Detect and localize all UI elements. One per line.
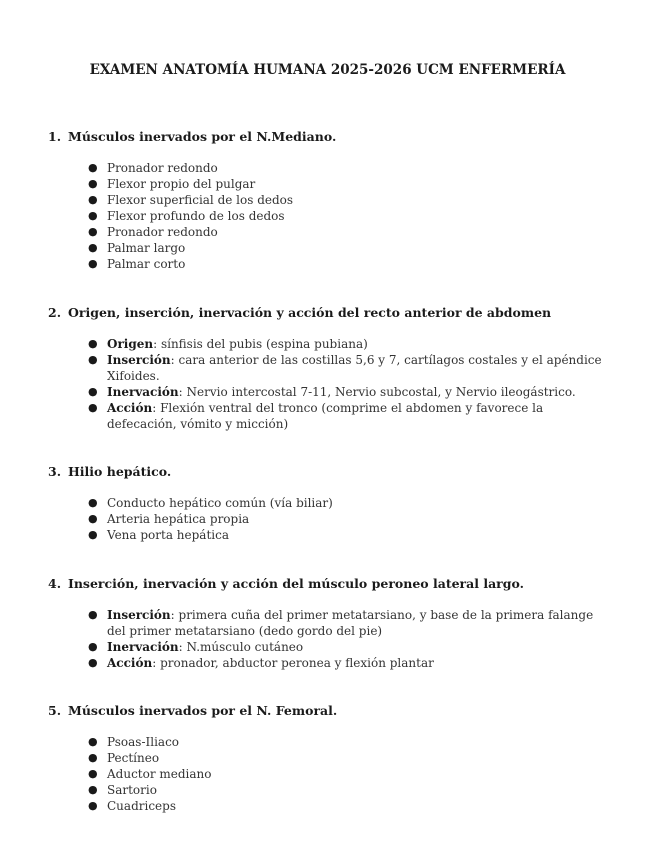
list-item: ● Palmar largo <box>88 241 186 255</box>
list-item: ● Palmar corto <box>88 257 186 271</box>
question-1 <box>0 129 655 272</box>
answer-list <box>0 160 655 272</box>
bullet-icon: ● <box>88 608 98 621</box>
answer-list <box>0 336 655 432</box>
question-text: Origen, inserción, inervación y acción del recto anterior de abdomen <box>68 305 552 320</box>
answer-list <box>0 495 655 543</box>
question-heading <box>0 576 655 592</box>
question-heading <box>0 464 655 480</box>
term-label: Acción <box>107 401 153 415</box>
bullet-icon: ● <box>88 241 98 254</box>
question-number: 1. <box>48 129 62 144</box>
bullet-icon: ● <box>88 799 98 812</box>
question-heading <box>0 129 655 145</box>
bullet-icon: ● <box>88 353 98 366</box>
term-label: Inervación <box>107 385 179 399</box>
bullet-icon: ● <box>88 401 98 414</box>
bullet-icon: ● <box>88 257 98 270</box>
list-item: ● Flexor propio del pulgar <box>88 177 256 191</box>
list-item: ● Acción: pronador, abductor peronea y flexión plantar <box>88 656 434 670</box>
question-heading <box>0 703 655 719</box>
list-item: ● Pronador redondo <box>88 225 218 239</box>
list-item: ● Inserción: primera cuña del primer metatarsiano, y base de la primera falange del primer metatarsiano (dedo gordo del pie) <box>88 608 594 638</box>
list-item: ● Inervación: Nervio intercostal 7-11, Nervio subcostal, y Nervio ileogástrico. <box>88 385 576 399</box>
list-item: ● Origen: sínfisis del pubis (espina pubiana) <box>88 337 368 351</box>
bullet-icon: ● <box>88 385 98 398</box>
term-label: Acción <box>107 656 153 670</box>
term-label: Inervación <box>107 640 179 654</box>
term-label: Inserción <box>107 608 171 622</box>
list-item: ● Inervación: N.músculo cutáneo <box>88 640 304 654</box>
document-title: EXAMEN ANATOMÍA HUMANA 2025-2026 UCM ENFERMERÍA <box>89 62 566 78</box>
list-item: ● Sartorio <box>88 783 157 797</box>
bullet-icon: ● <box>88 337 98 350</box>
bullet-icon: ● <box>88 225 98 238</box>
bullet-icon: ● <box>88 528 98 541</box>
question-text: Hilio hepático. <box>68 464 172 479</box>
bullet-icon: ● <box>88 783 98 796</box>
bullet-icon: ● <box>88 751 98 764</box>
question-text: Músculos inervados por el N. Femoral. <box>68 703 338 718</box>
question-text: Músculos inervados por el N.Mediano. <box>68 129 337 144</box>
bullet-icon: ● <box>88 767 98 780</box>
question-4 <box>0 576 655 671</box>
term-label: Inserción <box>107 353 171 367</box>
question-2 <box>0 305 655 432</box>
question-3 <box>0 464 655 543</box>
bullet-icon: ● <box>88 161 98 174</box>
bullet-icon: ● <box>88 735 98 748</box>
bullet-icon: ● <box>88 193 98 206</box>
question-number: 3. <box>48 464 62 479</box>
list-item: ● Conducto hepático común (vía biliar) <box>88 496 333 510</box>
bullet-icon: ● <box>88 209 98 222</box>
bullet-icon: ● <box>88 656 98 669</box>
question-text: Inserción, inervación y acción del músculo peroneo lateral largo. <box>68 576 524 591</box>
answer-list <box>0 607 655 671</box>
list-item: ● Flexor profundo de los dedos <box>88 209 285 223</box>
answer-list <box>0 734 655 814</box>
bullet-icon: ● <box>88 512 98 525</box>
list-item: ● Pronador redondo <box>88 161 218 175</box>
list-item: ● Vena porta hepática <box>88 528 229 542</box>
question-heading <box>0 305 655 321</box>
bullet-icon: ● <box>88 496 98 509</box>
list-item: ● Psoas-Iliaco <box>88 735 180 749</box>
question-5 <box>0 703 655 814</box>
list-item: ● Aductor mediano <box>88 767 212 781</box>
list-item: ● Cuadriceps <box>88 799 176 813</box>
bullet-icon: ● <box>88 640 98 653</box>
question-number: 5. <box>48 703 62 718</box>
list-item: ● Flexor superficial de los dedos <box>88 193 294 207</box>
list-item: ● Arteria hepática propia <box>88 512 250 526</box>
list-item: ● Pectíneo <box>88 751 160 765</box>
question-number: 4. <box>48 576 62 591</box>
list-item: ● Acción: Flexión ventral del tronco (comprime el abdomen y favorece la defecación, vómito y micción) <box>88 401 544 431</box>
term-label: Origen <box>107 337 154 351</box>
question-number: 2. <box>48 305 62 320</box>
bullet-icon: ● <box>88 177 98 190</box>
list-item: ● Inserción: cara anterior de las costillas 5,6 y 7, cartílagos costales y el apéndice Xifoides. <box>88 353 602 383</box>
